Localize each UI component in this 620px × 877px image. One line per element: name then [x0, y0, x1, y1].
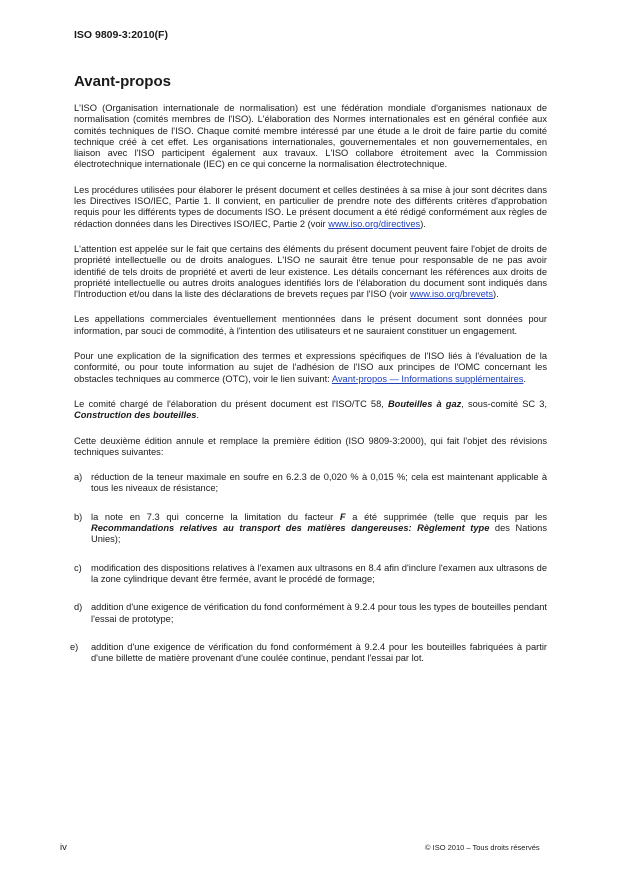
list-marker: c) — [74, 562, 82, 573]
paragraph-conformity-end: . — [523, 373, 526, 384]
document-body — [70, 103, 547, 681]
list-marker: b) — [74, 511, 83, 522]
paragraph-trade-names: Les appellations commerciales éventuellement mentionnées dans le présent document sont données pour information, par souci de commodité, à l'intention des utilisateurs et ne sauraient constituer un engagement. — [74, 314, 547, 336]
paragraph-patents-end: ). — [493, 289, 499, 300]
revision-item-d — [74, 602, 547, 625]
committee-name: Bouteilles à gaz — [387, 398, 462, 409]
committee-text-3: . — [196, 410, 200, 421]
list-item-text: modification des dispositions relatives à l'examen aux ultrasons en 8.4 afin d'inclure l'examen aux ultrasons de la zone cylindrique devant être fermée, avant le procédé de formage; — [91, 562, 547, 584]
paragraph-committee — [74, 399, 547, 422]
copyright-notice: © ISO 2010 – Tous droits réservés — [425, 843, 540, 852]
document-id-header: ISO 9809-3:2010(F) — [74, 29, 168, 41]
list-item-text-part: la note en 7.3 qui concerne la limitation du facteur — [91, 511, 340, 522]
paragraph-patents — [74, 244, 547, 300]
paragraph-procedures-text: Les procédures utilisées pour élaborer le présent document et celles destinées à sa mise à jour sont décrites dans les Directives ISO/IEC, Partie 1. Il convient, en particulier de prendre note des différents critères d'approbation requis pour les différents types de documents ISO. Le présent document a été rédigé conformément aux règles de rédaction données dans les Directives ISO/IEC, Partie 2 (voir — [74, 184, 547, 229]
subcommittee-name: Construction des bouteilles — [74, 410, 197, 421]
list-item-text: addition d'une exigence de vérification du fond conformément à 9.2.4 pour les bouteilles fabriquées à partir d'une billette de matière provenant d'une coulée continue, pendant l'essai par lot. — [91, 641, 547, 664]
directives-link[interactable]: www.iso.org/directives — [328, 218, 421, 229]
paragraph-conformity-text: Pour une explication de la signification des termes et expressions spécifiques de l'ISO liés à l'évaluation de la conformité, ou pour toute information au sujet de l'adhésion de l'ISO aux principes de l'OMC concernant les obstacles techniques au commerce (OTC), voir le lien suivant: — [74, 351, 547, 384]
page-number: iv — [60, 842, 67, 853]
revision-item-c — [74, 563, 547, 586]
paragraph-iso-intro: L'ISO (Organisation internationale de normalisation) est une fédération mondiale d'organismes nationaux de normalisation (comités membres de l'ISO). L'élaboration des Normes internationales est en général confiée aux comités techniques de l'ISO. Chaque comité membre intéressé par une étude a le droit de faire partie du comité technique créé à cet effet. Les organisations internationales, gouvernementales et non gouvernementales, en liaison avec l'ISO participent également aux travaux. L'ISO collabore étroitement avec la Commission électrotechnique internationale (IEC) en ce qui concerne la normalisation électrotechnique. — [74, 103, 547, 170]
list-item-text-part: a été supprimée (telle que requis par les — [345, 511, 547, 522]
committee-text-2: , sous-comité SC 3, — [461, 398, 547, 409]
factor-symbol: F — [339, 511, 346, 522]
paragraph-procedures-end: ). — [420, 218, 426, 229]
list-item-text: réduction de la teneur maximale en soufre en 6.2.3 de 0,020 % à 0,015 %; cela est maintenant applicable à tous les niveaux de résistance; — [91, 472, 547, 494]
revision-item-b — [74, 512, 547, 546]
list-marker: e) — [70, 641, 79, 652]
list-marker: a) — [74, 472, 83, 483]
committee-text-1: Le comité chargé de l'élaboration du présent document est l'ISO/TC 58, — [74, 398, 388, 409]
revision-item-e — [70, 641, 547, 665]
paragraph-conformity — [74, 351, 547, 385]
revision-list — [70, 472, 547, 664]
list-item-text — [91, 512, 547, 545]
paragraph-patents-text: L'attention est appelée sur le fait que certains des éléments du présent document peuvent faire l'objet de droits de propriété intellectuelle ou de droits analogues. L'ISO ne saurait être tenue pour responsable de ne pas avoir identifié de tels droits de propriété et averti de leur existence. Les détails concernant les références aux droits de propriété intellectuelle ou autres droits analogues identifiés lors de l'élaboration du document sont indiqués dans l'Introduction et/ou dans la liste des déclarations de brevets reçues par l'ISO (voir — [74, 243, 547, 300]
patents-link[interactable]: www.iso.org/brevets — [409, 289, 494, 300]
un-recommendations-title: Recommandations relatives au transport des matières dangereuses: Règlement type — [91, 523, 490, 534]
list-item-text: addition d'une exigence de vérification du fond conformément à 9.2.4 pour tous les types de bouteilles pendant l'essai de prototype; — [91, 602, 547, 624]
paragraph-procedures — [74, 185, 547, 230]
revision-item-a — [74, 472, 547, 495]
list-marker: d) — [74, 602, 83, 613]
list-item-text-part: des Nations Unies); — [91, 523, 547, 545]
paragraph-edition: Cette deuxième édition annule et remplace la première édition (ISO 9809-3:2000), qui fait l'objet des révisions techniques suivantes: — [74, 435, 547, 457]
page-title: Avant-propos — [74, 73, 171, 90]
foreword-info-link[interactable]: Avant-propos — Informations supplémentaires — [331, 373, 524, 384]
